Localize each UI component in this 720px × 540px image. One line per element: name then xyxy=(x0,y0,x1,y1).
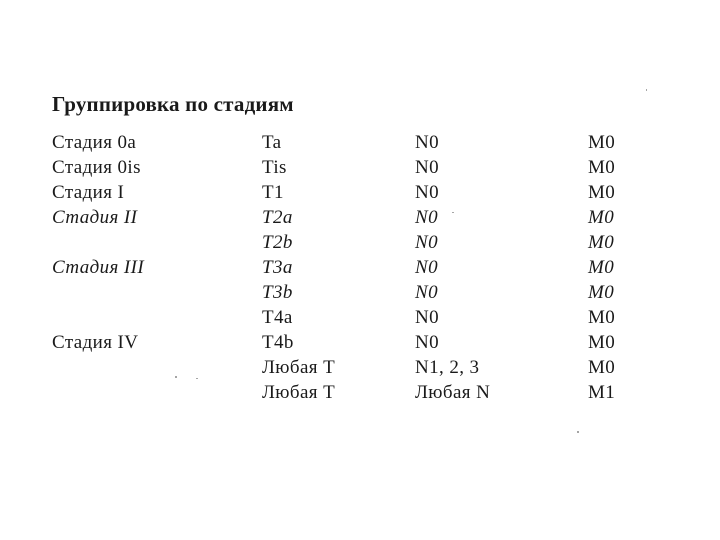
table-row xyxy=(0,131,720,155)
section-title: Группировка по стадиям xyxy=(52,92,294,116)
stage-cell: Стадия III xyxy=(52,257,145,278)
n-cell: N0 xyxy=(415,332,440,353)
scan-speck xyxy=(175,376,177,378)
m-cell: M1 xyxy=(588,382,616,403)
m-cell: M0 xyxy=(588,207,615,228)
table-row xyxy=(0,281,720,305)
table-row xyxy=(0,331,720,355)
stage-cell: Стадия I xyxy=(52,182,125,203)
table-row xyxy=(0,306,720,330)
stage-cell: Стадия 0a xyxy=(52,132,137,153)
t-cell: T3a xyxy=(262,257,293,278)
m-cell: M0 xyxy=(588,132,616,153)
t-cell: T1 xyxy=(262,182,284,203)
n-cell: N0 xyxy=(415,232,438,253)
table-row xyxy=(0,181,720,205)
t-cell: T2b xyxy=(262,232,293,253)
m-cell: M0 xyxy=(588,232,615,253)
stage-cell: Стадия 0is xyxy=(52,157,141,178)
scan-speck xyxy=(196,378,198,379)
stage-cell: Стадия II xyxy=(52,207,138,228)
m-cell: M0 xyxy=(588,307,616,328)
table-row xyxy=(0,381,720,405)
scan-speck xyxy=(452,212,454,213)
n-cell: N1, 2, 3 xyxy=(415,357,480,378)
t-cell: Ta xyxy=(262,132,282,153)
n-cell: N0 xyxy=(415,257,438,278)
stage-cell: Стадия IV xyxy=(52,332,139,353)
m-cell: M0 xyxy=(588,257,615,278)
t-cell: Любая T xyxy=(262,357,336,378)
t-cell: T4b xyxy=(262,332,294,353)
t-cell: T2a xyxy=(262,207,293,228)
t-cell: T4a xyxy=(262,307,293,328)
n-cell: N0 xyxy=(415,282,438,303)
table-row xyxy=(0,206,720,230)
scan-speck xyxy=(577,431,579,433)
n-cell: N0 xyxy=(415,132,440,153)
n-cell: N0 xyxy=(415,182,440,203)
n-cell: N0 xyxy=(415,307,440,328)
t-cell: T3b xyxy=(262,282,293,303)
n-cell: Любая N xyxy=(415,382,491,403)
m-cell: M0 xyxy=(588,282,615,303)
m-cell: M0 xyxy=(588,182,616,203)
table-row xyxy=(0,256,720,280)
table-row xyxy=(0,156,720,180)
n-cell: N0 xyxy=(415,157,440,178)
n-cell: N0 xyxy=(415,207,438,228)
scan-speck xyxy=(646,89,647,91)
t-cell: Любая T xyxy=(262,382,336,403)
t-cell: Tis xyxy=(262,157,287,178)
m-cell: M0 xyxy=(588,332,616,353)
m-cell: M0 xyxy=(588,357,616,378)
table-row xyxy=(0,231,720,255)
m-cell: M0 xyxy=(588,157,616,178)
table-row xyxy=(0,356,720,380)
